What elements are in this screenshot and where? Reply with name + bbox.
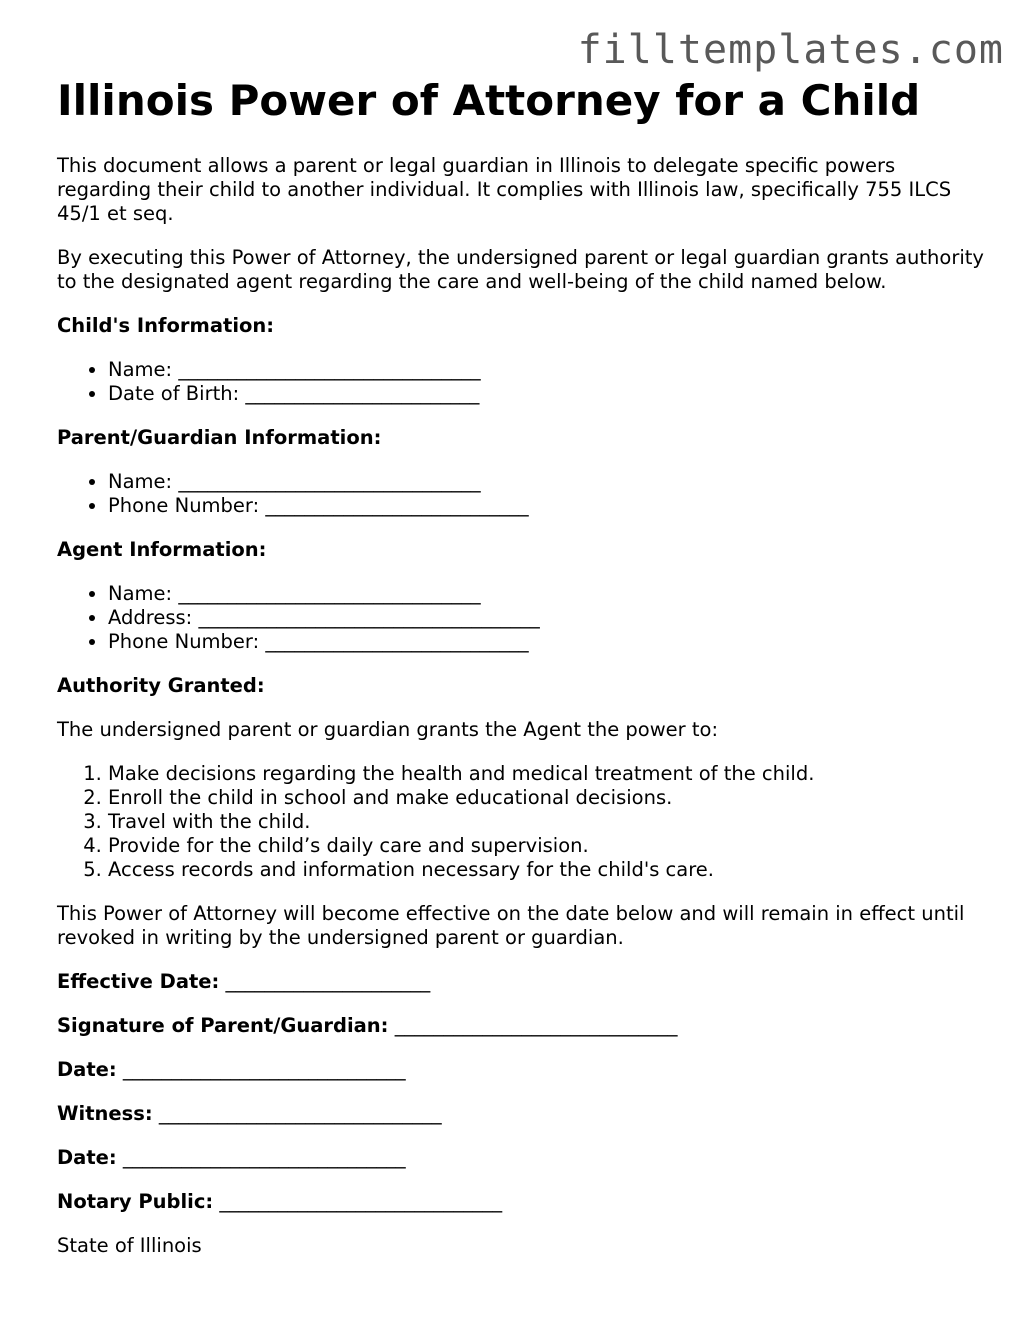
field-label: Signature of Parent/Guardian: (57, 1014, 389, 1038)
notary-field[interactable]: _____________________________ (219, 1190, 503, 1214)
effective-note: This Power of Attorney will become effective on the date below and will remain in effect until revoked in writing by the undersigned parent or guardian. (57, 902, 965, 950)
field-label: Name: (108, 358, 173, 382)
list-item (108, 630, 987, 654)
site-watermark: filltemplates.com (577, 27, 1004, 73)
effective-date-row (57, 970, 987, 994)
child-info-list (57, 358, 987, 406)
field-label: Witness: (57, 1102, 153, 1126)
field-label: Date: (57, 1058, 117, 1082)
date-field[interactable]: _____________________________ (122, 1058, 406, 1082)
agent-name-field[interactable]: _______________________________ (178, 582, 481, 606)
agent-address-field[interactable]: ___________________________________ (198, 606, 540, 630)
agent-phone-field[interactable]: ___________________________ (265, 630, 529, 654)
field-label: Name: (108, 582, 173, 606)
authority-lead: The undersigned parent or guardian grants the Agent the power to: (57, 718, 719, 742)
parent-signature-row (57, 1014, 987, 1038)
parent-phone-field[interactable]: ___________________________ (265, 494, 529, 518)
witness-date-field[interactable]: _____________________________ (122, 1146, 406, 1170)
child-dob-field[interactable]: ________________________ (245, 382, 480, 406)
effective-date-field[interactable]: _____________________ (225, 970, 431, 994)
authority-heading: Authority Granted: (57, 674, 265, 698)
list-item (108, 382, 987, 406)
authority-item: 1. Make decisions regarding the health and medical treatment of the child. (108, 762, 987, 786)
list-item (108, 582, 987, 606)
state-text: State of Illinois (57, 1234, 202, 1258)
witness-field[interactable]: _____________________________ (158, 1102, 442, 1126)
field-label: Date of Birth: (108, 382, 240, 406)
field-label: Effective Date: (57, 970, 220, 994)
agent-info-list (57, 582, 987, 654)
field-label: Phone Number: (108, 494, 260, 518)
intro-paragraph: By executing this Power of Attorney, the undersigned parent or legal guardian grants authority to the designated agent regarding the care and well-being of the child named below. (57, 246, 984, 294)
field-label: Notary Public: (57, 1190, 214, 1214)
date-row (57, 1058, 987, 1082)
child-name-field[interactable]: _______________________________ (178, 358, 481, 382)
child-info-heading: Child's Information: (57, 314, 275, 338)
notary-row (57, 1190, 987, 1214)
witness-date-row (57, 1146, 987, 1170)
list-item (108, 470, 987, 494)
list-item (108, 606, 987, 630)
authority-list (57, 762, 987, 882)
parent-info-heading: Parent/Guardian Information: (57, 426, 382, 450)
parent-info-list (57, 470, 987, 518)
agent-info-heading: Agent Information: (57, 538, 267, 562)
authority-item: 5. Access records and information necessary for the child's care. (108, 858, 987, 882)
authority-item: 3. Travel with the child. (108, 810, 987, 834)
authority-item: 2. Enroll the child in school and make educational decisions. (108, 786, 987, 810)
field-label: Address: (108, 606, 193, 630)
document-page (57, 76, 987, 1278)
parent-name-field[interactable]: _______________________________ (178, 470, 481, 494)
list-item (108, 358, 987, 382)
list-item (108, 494, 987, 518)
parent-signature-field[interactable]: _____________________________ (394, 1014, 678, 1038)
authority-item: 4. Provide for the child’s daily care and supervision. (108, 834, 987, 858)
witness-row (57, 1102, 987, 1126)
intro-paragraph: This document allows a parent or legal guardian in Illinois to delegate specific powers regarding their child to another individual. It complies with Illinois law, specifically 755 ILCS 45/1 et seq. (57, 154, 952, 226)
page-title: Illinois Power of Attorney for a Child (57, 76, 921, 125)
field-label: Name: (108, 470, 173, 494)
field-label: Phone Number: (108, 630, 260, 654)
field-label: Date: (57, 1146, 117, 1170)
